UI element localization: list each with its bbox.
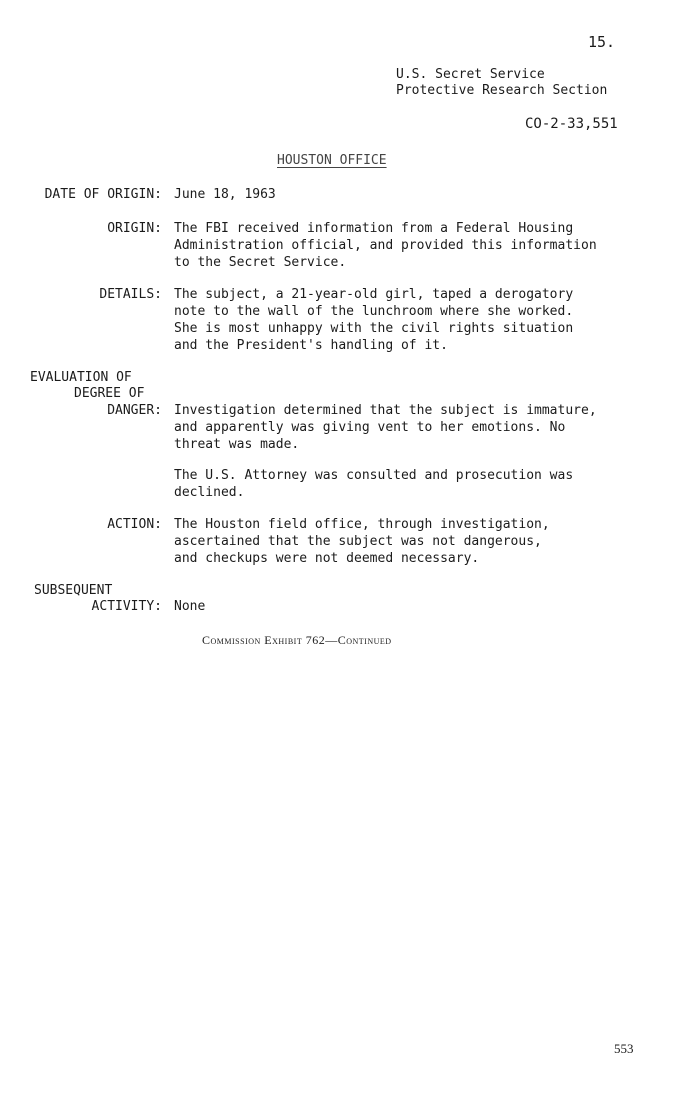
action-text xyxy=(174,516,550,567)
details-label: DETAILS: xyxy=(99,287,162,302)
exhibit-caption: Commission Exhibit 762—Continued xyxy=(202,633,392,647)
date-of-origin-value: June 18, 1963 xyxy=(174,187,276,202)
origin-line: to the Secret Service. xyxy=(174,255,347,270)
subsequent-label-line1: SUBSEQUENT xyxy=(34,583,113,598)
action-label: ACTION: xyxy=(107,517,162,532)
agency-section: Protective Research Section xyxy=(396,83,608,98)
details-line: note to the wall of the lunchroom where she worked. xyxy=(174,304,574,319)
date-of-origin-label: DATE OF ORIGIN: xyxy=(44,187,162,202)
evaluation-label-line1: EVALUATION OF xyxy=(30,370,132,385)
evaluation-label-line3: DANGER: xyxy=(107,403,162,418)
page-number: 553 xyxy=(614,1041,634,1056)
action-line: and checkups were not deemed necessary. xyxy=(174,551,480,566)
origin-line: Administration official, and provided this information xyxy=(174,238,597,253)
origin-label: ORIGIN: xyxy=(107,221,162,236)
agency-name: U.S. Secret Service xyxy=(396,67,545,82)
evaluation-line: Investigation determined that the subject is immature, xyxy=(174,403,597,418)
action-line: ascertained that the subject was not dangerous, xyxy=(174,534,542,549)
evaluation-text xyxy=(174,402,597,453)
details-text xyxy=(174,286,573,354)
evaluation-line: declined. xyxy=(174,485,245,500)
evaluation-label-line2: DEGREE OF xyxy=(74,386,145,401)
handwritten-page-number: 15. xyxy=(588,33,616,51)
details-line: The subject, a 21-year-old girl, taped a derogatory xyxy=(174,287,574,302)
origin-text xyxy=(174,220,597,271)
file-number: CO-2-33,551 xyxy=(525,116,618,132)
details-line: She is most unhappy with the civil rights situation xyxy=(174,321,574,336)
origin-line: The FBI received information from a Federal Housing xyxy=(174,221,574,236)
evaluation-line: The U.S. Attorney was consulted and prosecution was xyxy=(174,468,574,483)
evaluation-text-continued xyxy=(174,467,573,501)
details-line: and the President's handling of it. xyxy=(174,338,448,353)
subsequent-value: None xyxy=(174,599,206,614)
office-title: HOUSTON OFFICE xyxy=(277,153,387,168)
action-line: The Houston field office, through investigation, xyxy=(174,517,550,532)
evaluation-line: and apparently was giving vent to her emotions. No xyxy=(174,420,566,435)
evaluation-line: threat was made. xyxy=(174,437,300,452)
subsequent-label-line2: ACTIVITY: xyxy=(91,599,162,614)
